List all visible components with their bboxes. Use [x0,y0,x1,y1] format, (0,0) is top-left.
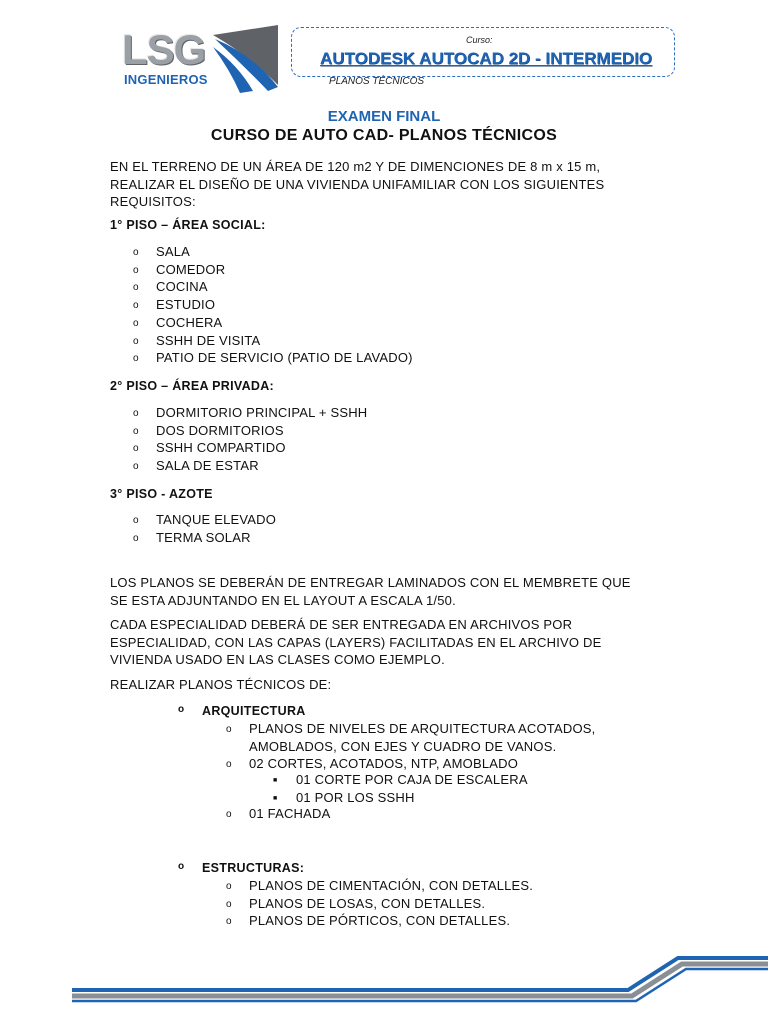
bullet-icon: o [178,861,185,872]
intro-paragraph: EN EL TERRENO DE UN ÁREA DE 120 m2 Y DE DIMENCIONES DE 8 m x 15 m, REALIZAR EL DISEÑO DE UNA VIVIENDA UNIFAMILIAR CON LOS SIGUIENTES REQUISITOS: [110,159,605,209]
list-item: o SSHH DE VISITA [133,332,413,350]
logo-wordmark: LSG [122,26,206,73]
floor1-heading: 1° PISO – ÁREA SOCIAL: [110,218,266,232]
course-title: AUTODESK AUTOCAD 2D - INTERMEDIO [320,49,653,68]
course-label: Curso: [466,35,493,45]
list-item: o SALA [133,243,413,261]
list-item: o DOS DORMITORIOS [133,422,367,440]
document-title: CURSO DE AUTO CAD- PLANOS TÉCNICOS [210,127,558,144]
section-estructuras [178,861,305,875]
course-header-box [291,27,675,77]
list-item: o TERMA SOLAR [133,529,276,547]
list-item: o 02 CORTES, ACOTADOS, NTP, AMOBLADO [226,755,646,773]
section-label: ESTRUCTURAS: [202,861,305,875]
list-item: o PLANOS DE CIMENTACIÓN, CON DETALLES. [226,877,533,895]
list-item: o PATIO DE SERVICIO (PATIO DE LAVADO) [133,349,413,367]
floor2-heading: 2° PISO – ÁREA PRIVADA: [110,379,275,393]
course-subtitle: PLANOS TÉCNICOS [329,76,425,87]
list-item: o PLANOS DE NIVELES DE ARQUITECTURA ACOTADOS, AMOBLADOS, CON EJES Y CUADRO DE VANOS. [226,720,646,755]
estructuras-list [226,877,533,930]
list-item: ■ 01 CORTE POR CAJA DE ESCALERA [273,771,528,789]
arquitectura-list [226,720,646,773]
section-arquitectura [178,704,306,718]
list-item: o ESTUDIO [133,296,413,314]
list-item: o COCINA [133,278,413,296]
section-label: ARQUITECTURA [202,704,306,718]
list-item: o SALA DE ESTAR [133,457,367,475]
list-item: ■ 01 POR LOS SSHH [273,789,528,807]
exam-title: EXAMEN FINAL [327,108,441,125]
floor3-list [133,511,276,546]
list-item: o PLANOS DE PÓRTICOS, CON DETALLES. [226,912,533,930]
paragraph-specialty: CADA ESPECIALIDAD DEBERÁ DE SER ENTREGADA EN ARCHIVOS POR ESPECIALIDAD, CON LAS CAPAS (LAYERS) FACILITADAS EN EL ARCHIVO DE VIVIENDA USADO EN LAS CLASES COMO EJEMPLO. [110,617,602,667]
footer-stripe-graphic [0,950,768,1010]
list-item: o COCHERA [133,314,413,332]
list-item: o PLANOS DE LOSAS, CON DETALLES. [226,895,533,913]
list-item: o TANQUE ELEVADO [133,511,276,529]
fachada-list [226,805,330,823]
logo-subtitle: INGENIEROS [124,72,208,87]
list-item: o DORMITORIO PRINCIPAL + SSHH [133,404,367,422]
company-logo [118,25,283,95]
bullet-icon: o [178,704,185,715]
floor1-list [133,243,413,367]
cortes-sublist [273,771,528,806]
paragraph-delivery: LOS PLANOS SE DEBERÁN DE ENTREGAR LAMINADOS CON EL MEMBRETE QUE SE ESTA ADJUNTANDO EN EL LAYOUT A ESCALA 1/50. [110,575,631,608]
paragraph-plans: REALIZAR PLANOS TÉCNICOS DE: [110,677,332,692]
list-item: o 01 FACHADA [226,805,330,823]
list-item: o SSHH COMPARTIDO [133,439,367,457]
list-item: o COMEDOR [133,261,413,279]
floor2-list [133,404,367,475]
floor3-heading: 3° PISO - AZOTE [110,487,213,501]
